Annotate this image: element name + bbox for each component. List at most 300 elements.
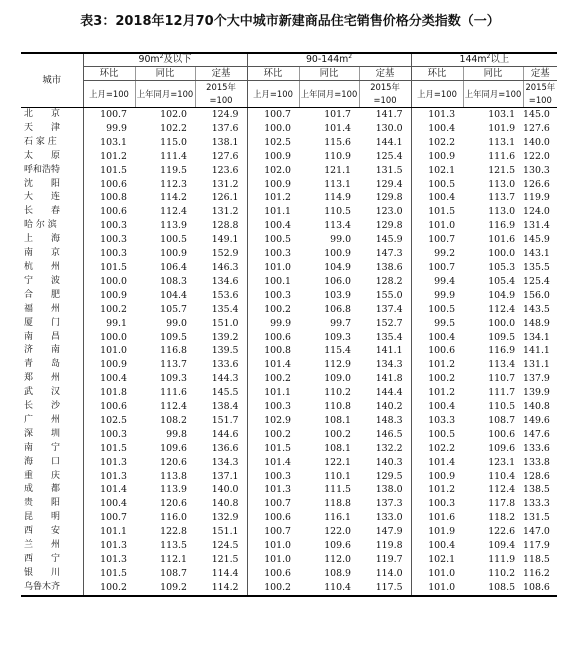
subheader-yoy: 同比 <box>135 67 195 81</box>
table-row <box>21 428 557 442</box>
index-value: 113.7 <box>488 192 516 204</box>
index-value: 141.7 <box>375 109 403 120</box>
city-name: 呼和浩特 <box>21 164 83 178</box>
index-value: 100.7 <box>247 108 299 122</box>
city-name: 长 春 <box>21 205 83 219</box>
table-row <box>21 317 557 331</box>
index-value: 100.3 <box>247 289 299 303</box>
index-value: 101.5 <box>83 164 135 178</box>
index-value: 100.4 <box>411 122 463 136</box>
index-value: 100.9 <box>411 150 463 164</box>
index-value: 100.0 <box>247 122 299 136</box>
index-value: 119.8 <box>375 540 403 552</box>
index-value: 109.6 <box>160 442 187 454</box>
city-name: 深 圳 <box>21 428 83 442</box>
index-value: 117.8 <box>488 498 516 510</box>
index-value: 133.6 <box>211 359 239 371</box>
index-value: 99.8 <box>166 428 187 440</box>
index-value: 137.3 <box>375 498 403 510</box>
index-value: 100.4 <box>411 191 463 205</box>
index-value: 113.8 <box>160 470 187 482</box>
index-value: 100.4 <box>411 539 463 553</box>
index-value: 128.2 <box>375 275 403 287</box>
base-period-label: 上年同月=100 <box>299 81 359 108</box>
index-value: 100.6 <box>247 331 299 345</box>
index-value: 141.1 <box>375 345 403 357</box>
index-value: 101.6 <box>488 234 516 246</box>
index-value: 99.2 <box>411 247 463 261</box>
index-value: 131.2 <box>211 178 239 190</box>
index-value: 101.0 <box>411 581 463 596</box>
index-value: 101.0 <box>83 344 135 358</box>
index-value: 110.5 <box>324 206 352 218</box>
index-value: 110.5 <box>488 401 516 413</box>
index-value: 111.7 <box>488 387 516 399</box>
index-value: 100.3 <box>83 233 135 247</box>
index-value: 99.1 <box>83 317 135 331</box>
index-value: 99.0 <box>330 234 352 246</box>
index-value: 116.0 <box>160 512 187 524</box>
index-value: 136.6 <box>211 442 239 454</box>
city-column-header: 城市 <box>21 53 83 108</box>
index-value: 100.3 <box>83 219 135 233</box>
city-name: 海 口 <box>21 456 83 470</box>
table-row <box>21 303 557 317</box>
city-name: 天 津 <box>21 122 83 136</box>
index-value: 145.9 <box>523 234 550 246</box>
index-value: 100.6 <box>83 400 135 414</box>
index-value: 146.5 <box>375 428 403 440</box>
index-value: 116.1 <box>324 512 352 524</box>
index-value: 100.7 <box>83 511 135 525</box>
index-value: 113.1 <box>488 136 516 148</box>
table-row <box>21 386 557 400</box>
table-row <box>21 247 557 261</box>
index-value: 100.6 <box>83 178 135 192</box>
index-value: 144.1 <box>375 136 403 148</box>
table-row <box>21 178 557 192</box>
index-value: 138.1 <box>211 136 239 148</box>
city-name: 北 京 <box>21 108 83 122</box>
table-header <box>21 53 557 108</box>
index-value: 117.9 <box>523 540 550 552</box>
index-value: 114.9 <box>324 192 352 204</box>
index-value: 119.7 <box>375 554 403 565</box>
index-value: 149.6 <box>523 414 550 426</box>
index-value: 122.0 <box>523 150 550 162</box>
index-value: 100.5 <box>411 428 463 442</box>
index-value: 116.2 <box>523 567 550 579</box>
index-value: 110.2 <box>488 567 516 579</box>
base-period-label: 2015年=100 <box>523 81 557 108</box>
index-value: 100.7 <box>247 497 299 511</box>
index-value: 138.6 <box>375 261 403 273</box>
index-value: 115.6 <box>324 136 352 148</box>
index-value: 132.2 <box>375 442 403 454</box>
city-name: 兰 州 <box>21 539 83 553</box>
index-value: 123.6 <box>211 164 239 176</box>
index-value: 101.5 <box>83 442 135 456</box>
index-value: 111.6 <box>488 150 516 162</box>
index-value: 111.5 <box>324 484 352 496</box>
index-value: 100.3 <box>247 400 299 414</box>
index-value: 100.3 <box>83 428 135 442</box>
index-value: 101.0 <box>247 553 299 567</box>
index-value: 100.6 <box>411 344 463 358</box>
index-value: 112.4 <box>160 206 187 218</box>
index-value: 100.0 <box>488 248 516 260</box>
index-value: 113.9 <box>160 220 187 232</box>
table-row <box>21 358 557 372</box>
index-value: 113.4 <box>324 220 352 232</box>
index-value: 148.3 <box>375 414 403 426</box>
index-value: 112.4 <box>160 401 187 413</box>
table-row <box>21 470 557 484</box>
table-row <box>21 136 557 150</box>
index-value: 137.9 <box>523 373 550 385</box>
index-value: 115.4 <box>324 345 352 357</box>
city-name: 西 安 <box>21 525 83 539</box>
index-value: 101.5 <box>83 567 135 581</box>
index-value: 112.4 <box>488 484 516 496</box>
index-value: 138.4 <box>211 401 239 413</box>
index-value: 151.0 <box>211 317 239 329</box>
index-value: 101.0 <box>411 567 463 581</box>
index-value: 100.4 <box>411 400 463 414</box>
index-value: 106.4 <box>160 261 187 273</box>
index-value: 101.7 <box>324 109 352 120</box>
subheader-yoy: 同比 <box>463 67 523 81</box>
index-value: 143.1 <box>523 248 550 260</box>
table-row <box>21 191 557 205</box>
index-value: 116.8 <box>160 345 187 357</box>
index-value: 110.9 <box>324 150 352 162</box>
index-value: 137.1 <box>211 470 239 482</box>
index-value: 99.9 <box>411 289 463 303</box>
index-value: 101.0 <box>411 219 463 233</box>
table-row <box>21 275 557 289</box>
index-value: 152.9 <box>211 248 239 260</box>
index-value: 140.3 <box>375 456 403 468</box>
index-value: 104.4 <box>160 289 187 301</box>
index-value: 139.5 <box>211 345 239 357</box>
index-value: 141.8 <box>375 373 403 385</box>
subheader-base: 定基 <box>359 67 411 81</box>
index-value: 131.1 <box>523 359 550 371</box>
index-value: 100.2 <box>83 303 135 317</box>
table-row <box>21 525 557 539</box>
index-value: 119.5 <box>160 164 187 176</box>
index-value: 100.9 <box>411 470 463 484</box>
index-value: 113.0 <box>488 206 516 218</box>
index-value: 110.1 <box>324 470 352 482</box>
index-value: 101.9 <box>411 525 463 539</box>
subheader-mom: 环比 <box>411 67 463 81</box>
table-row <box>21 400 557 414</box>
index-value: 128.6 <box>523 470 550 482</box>
table-row <box>21 219 557 233</box>
index-value: 132.9 <box>211 512 239 524</box>
table-row <box>21 483 557 497</box>
city-name: 武 汉 <box>21 386 83 400</box>
table-row <box>21 122 557 136</box>
index-value: 101.3 <box>83 470 135 484</box>
index-value: 121.5 <box>488 164 516 176</box>
index-value: 100.6 <box>488 428 516 440</box>
index-value: 100.0 <box>488 317 516 329</box>
city-name: 青 岛 <box>21 358 83 372</box>
city-name: 广 州 <box>21 414 83 428</box>
index-value: 108.6 <box>523 581 557 596</box>
index-value: 113.0 <box>488 178 516 190</box>
table-row <box>21 205 557 219</box>
index-value: 100.2 <box>324 428 352 440</box>
price-index-table <box>21 52 557 597</box>
index-value: 105.3 <box>488 261 516 273</box>
index-value: 104.9 <box>324 261 352 273</box>
index-value: 145.5 <box>211 387 239 399</box>
city-name: 福 州 <box>21 303 83 317</box>
index-value: 100.6 <box>247 567 299 581</box>
index-value: 127.6 <box>523 122 550 134</box>
index-value: 153.6 <box>211 289 239 301</box>
index-value: 108.7 <box>488 414 516 426</box>
index-value: 101.1 <box>83 525 135 539</box>
index-value: 122.6 <box>488 526 516 538</box>
index-value: 130.3 <box>523 164 550 176</box>
index-value: 108.1 <box>324 414 352 426</box>
index-value: 101.5 <box>411 205 463 219</box>
city-name: 郑 州 <box>21 372 83 386</box>
index-value: 109.3 <box>324 331 352 343</box>
base-period-label: 上年同月=100 <box>463 81 523 108</box>
index-value: 114.4 <box>211 567 239 579</box>
index-value: 113.9 <box>160 484 187 496</box>
index-value: 109.6 <box>324 540 352 552</box>
index-value: 119.9 <box>523 192 550 204</box>
city-name: 大 连 <box>21 191 83 205</box>
index-value: 103.1 <box>83 136 135 150</box>
index-value: 151.7 <box>211 414 239 426</box>
index-value: 101.0 <box>247 261 299 275</box>
index-value: 100.6 <box>83 205 135 219</box>
index-value: 101.6 <box>411 511 463 525</box>
index-value: 106.0 <box>324 275 352 287</box>
index-value: 123.0 <box>375 206 403 218</box>
city-name: 宁 波 <box>21 275 83 289</box>
index-value: 114.2 <box>160 192 187 204</box>
index-value: 113.5 <box>160 540 187 552</box>
index-value: 109.0 <box>324 373 352 385</box>
index-value: 100.9 <box>160 248 187 260</box>
index-value: 145.0 <box>523 109 550 120</box>
city-name: 合 肥 <box>21 289 83 303</box>
table-row <box>21 539 557 553</box>
index-value: 100.0 <box>83 331 135 345</box>
index-value: 102.0 <box>247 164 299 178</box>
index-value: 100.4 <box>83 372 135 386</box>
base-period-label: 上年同月=100 <box>135 81 195 108</box>
index-value: 137.6 <box>211 122 239 134</box>
index-value: 113.7 <box>160 359 187 371</box>
index-value: 111.9 <box>488 554 516 565</box>
group-header-small: $90m^2$及以下 <box>83 53 247 67</box>
index-value: 108.7 <box>160 567 187 579</box>
subheader-base: 定基 <box>195 67 247 81</box>
index-value: 100.5 <box>411 303 463 317</box>
city-name: 贵 阳 <box>21 497 83 511</box>
index-value: 100.9 <box>83 289 135 303</box>
index-value: 139.2 <box>211 331 239 343</box>
index-value: 114.2 <box>195 581 247 596</box>
index-value: 125.4 <box>523 275 550 287</box>
index-value: 118.8 <box>324 498 352 510</box>
index-value: 100.9 <box>83 358 135 372</box>
index-value: 101.4 <box>83 483 135 497</box>
index-value: 144.3 <box>211 373 239 385</box>
index-value: 140.0 <box>211 484 239 496</box>
index-value: 101.4 <box>324 122 352 134</box>
index-value: 133.3 <box>523 498 550 510</box>
index-value: 102.2 <box>411 136 463 150</box>
index-value: 101.2 <box>247 191 299 205</box>
index-value: 102.9 <box>247 414 299 428</box>
index-value: 139.9 <box>523 387 550 399</box>
index-value: 100.7 <box>247 525 299 539</box>
index-value: 120.6 <box>160 456 187 468</box>
index-value: 140.8 <box>523 401 550 413</box>
index-value: 99.7 <box>330 317 352 329</box>
subheader-mom: 环比 <box>247 67 299 81</box>
table-row <box>21 414 557 428</box>
index-value: 110.4 <box>488 470 516 482</box>
city-name: 南 京 <box>21 247 83 261</box>
index-value: 100.1 <box>247 275 299 289</box>
index-value: 100.7 <box>411 261 463 275</box>
index-value: 144.6 <box>211 428 239 440</box>
index-value: 113.4 <box>488 359 516 371</box>
index-value: 149.1 <box>211 234 239 246</box>
index-value: 129.8 <box>375 220 403 232</box>
group-header-medium: $90-144m^2$ <box>247 53 411 67</box>
table-row <box>21 108 557 122</box>
index-value: 109.5 <box>160 331 187 343</box>
index-value: 115.0 <box>160 136 187 148</box>
index-value: 129.5 <box>375 470 403 482</box>
index-value: 100.3 <box>83 247 135 261</box>
index-value: 103.9 <box>324 289 352 301</box>
index-value: 127.6 <box>211 150 239 162</box>
index-value: 147.0 <box>523 526 550 538</box>
index-value: 129.4 <box>375 178 403 190</box>
city-name: 昆 明 <box>21 511 83 525</box>
subheader-base: 定基 <box>523 67 557 81</box>
index-value: 140.0 <box>523 136 550 148</box>
index-value: 102.5 <box>83 414 135 428</box>
index-value: 106.8 <box>324 303 352 315</box>
index-value: 131.5 <box>523 512 550 524</box>
index-value: 101.5 <box>83 261 135 275</box>
index-value: 147.6 <box>523 428 550 440</box>
index-value: 120.6 <box>160 498 187 510</box>
index-value: 134.6 <box>211 275 239 287</box>
city-name: 上 海 <box>21 233 83 247</box>
index-value: 147.3 <box>375 248 403 260</box>
index-value: 111.6 <box>160 387 187 399</box>
index-value: 112.1 <box>160 554 187 565</box>
base-period-label: 上月=100 <box>247 81 299 108</box>
table-row <box>21 331 557 345</box>
table-row <box>21 497 557 511</box>
index-value: 118.2 <box>488 512 516 524</box>
city-name: 重 庆 <box>21 470 83 484</box>
city-name: 济 南 <box>21 344 83 358</box>
table-body <box>21 108 557 596</box>
index-value: 101.8 <box>83 386 135 400</box>
index-value: 101.3 <box>83 456 135 470</box>
index-value: 108.9 <box>324 567 352 579</box>
index-value: 108.5 <box>463 581 523 596</box>
index-value: 124.5 <box>211 540 239 552</box>
index-value: 140.2 <box>375 401 403 413</box>
base-period-label: 上月=100 <box>83 81 135 108</box>
index-value: 112.9 <box>324 359 352 371</box>
index-value: 101.1 <box>247 386 299 400</box>
index-value: 109.5 <box>488 331 516 343</box>
index-value: 101.0 <box>247 539 299 553</box>
city-name: 杭 州 <box>21 261 83 275</box>
index-value: 99.9 <box>83 122 135 136</box>
subheader-mom: 环比 <box>83 67 135 81</box>
table-row <box>21 372 557 386</box>
index-value: 135.4 <box>211 303 239 315</box>
index-value: 122.8 <box>160 526 187 538</box>
index-value: 100.2 <box>411 372 463 386</box>
index-value: 100.2 <box>247 428 299 442</box>
index-value: 116.9 <box>488 345 516 357</box>
index-value: 138.0 <box>375 484 403 496</box>
index-value: 99.5 <box>411 317 463 331</box>
index-value: 133.6 <box>523 442 550 454</box>
index-value: 134.3 <box>375 359 403 371</box>
table-row <box>21 261 557 275</box>
index-value: 100.7 <box>83 108 135 122</box>
index-value: 109.3 <box>160 373 187 385</box>
index-value: 100.5 <box>160 234 187 246</box>
index-value: 130.0 <box>375 122 403 134</box>
index-value: 101.2 <box>411 386 463 400</box>
index-value: 138.5 <box>523 484 550 496</box>
index-value: 144.4 <box>375 387 403 399</box>
index-value: 131.4 <box>523 220 550 232</box>
index-value: 152.7 <box>375 317 403 329</box>
index-value: 109.4 <box>488 540 516 552</box>
index-value: 100.6 <box>247 511 299 525</box>
city-name: 西 宁 <box>21 553 83 567</box>
index-value: 122.0 <box>324 526 352 538</box>
index-value: 112.4 <box>488 303 516 315</box>
index-value: 146.3 <box>211 261 239 273</box>
page-title: 表3：2018年12月70个大中城市新建商品住宅销售价格分类指数（一） <box>80 14 500 29</box>
table-row <box>21 344 557 358</box>
index-value: 99.4 <box>411 275 463 289</box>
index-value: 101.3 <box>411 108 463 122</box>
index-value: 100.8 <box>83 191 135 205</box>
index-value: 143.5 <box>523 303 550 315</box>
index-value: 102.2 <box>160 122 187 134</box>
index-value: 100.8 <box>247 344 299 358</box>
index-value: 100.4 <box>83 497 135 511</box>
